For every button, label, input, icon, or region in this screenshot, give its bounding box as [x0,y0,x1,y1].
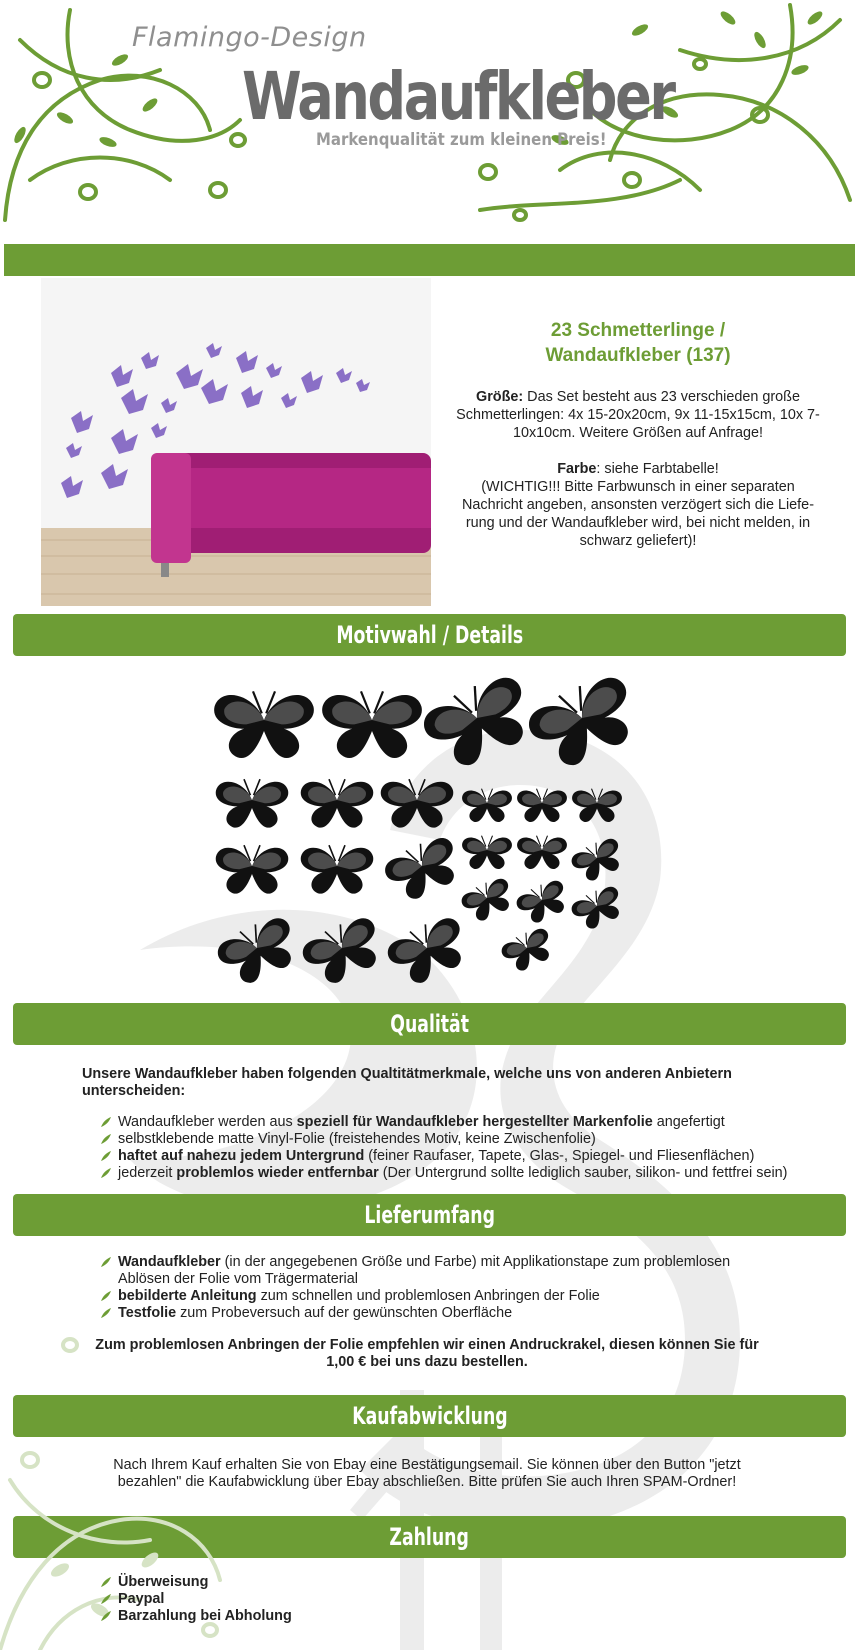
squeegee-note-text: Zum problemlosen Anbringen der Folie empfehlen wir einen Andruckrakel, diesen können Sie für 1,00 € bei uns dazu bestellen. [95,1337,759,1370]
leaf-bullet-icon [100,1290,112,1302]
quality-item-4-pre: jederzeit [118,1165,177,1181]
quality-item-3-post: (feiner Raufaser, Tapete, Glas-, Spiegel- und Fliesenflächen) [364,1148,755,1164]
brand-name: Flamingo-Design [132,22,367,53]
page-header [0,0,855,240]
leaf-bullet-icon [100,1256,112,1268]
payment-item-paypal: Paypal [118,1591,165,1607]
delivery-list [98,1254,758,1322]
tagline: Markenqualität zum kleinen Preis! [316,130,607,150]
list-item [98,1574,498,1591]
leaf-bullet-icon [100,1133,112,1145]
leaf-bullet-icon [100,1576,112,1588]
section-lieferumfang-label: Lieferumfang [364,1201,495,1229]
delivery-item-1-post: (in der angegebenen Größe und Farbe) mit Applikationstape zum problemlosen Ablösen der Folie vom Trägermaterial [118,1254,731,1287]
leaf-bullet-icon [100,1116,112,1128]
delivery-item-3-post: zum Probeversuch auf der gewünschten Oberfläche [176,1305,513,1321]
quality-item-4-bold: problemlos wieder entfernbar [176,1165,379,1181]
product-title-line1: 23 Schmetterlinge / [550,320,726,341]
product-title-line2: Wandaufkleber (137) [545,345,731,366]
quality-item-1-bold: speziell für Wandaufkleber hergestellter Markenfolie [296,1114,653,1130]
size-text: Das Set besteht aus 23 verschieden große Schmetterlingen: 4x 15-20x20cm, 9x 11-15x15cm, 10x 7-10x10cm. Weitere Größen auf Anfrage! [456,389,820,441]
payment-item-ueberweisung: Überweisung [118,1574,209,1590]
section-motivwahl-label: Motivwahl / Details [336,621,523,649]
quality-intro-text: Unsere Wandaufkleber haben folgenden Qualtitätmerkmale, welche uns von anderen Anbietern unterscheiden: [82,1066,732,1099]
list-item [98,1114,818,1131]
delivery-item-3-bold: Testfolie [118,1305,177,1321]
delivery-item-1-bold: Wandaufkleber [118,1254,221,1270]
leaf-bullet-icon [100,1150,112,1162]
size-description [450,388,826,442]
color-label: Farbe [557,461,597,477]
quality-item-1-post: angefertigt [652,1114,725,1130]
leaf-bullet-icon [100,1610,112,1622]
delivery-item-2-bold: bebilderte Anleitung [118,1288,257,1304]
page-title: Wandaufkleber [242,58,674,135]
header-bar [4,244,855,276]
checkout-text: Nach Ihrem Kauf erhalten Sie von Ebay eine Bestätigungsemail. Sie können über den Button "jetzt bezahlen" die Kaufabwicklung über Ebay abschließen. Bitte prüfen Sie auch Ihren SPAM-Ordner! [113,1457,741,1490]
product-title [450,318,826,368]
color-description [450,460,826,550]
leaf-bullet-icon [100,1167,112,1179]
list-item [98,1288,758,1305]
color-note: (WICHTIG!!! Bitte Farbwunsch in einer separaten Nachricht angeben, ansonsten verzögert sich die Liefe- rung und der Wandaufkleber wird, bei nicht melden, in schwarz geliefert)! [462,479,814,549]
leaf-bullet-icon [100,1593,112,1605]
delivery-item-2-post: zum schnellen und problemlosen Anbringen der Folie [256,1288,600,1304]
quality-item-4-post: (Der Untergrund sollte lediglich sauber, silikon- und fettfrei sein) [378,1165,788,1181]
section-motivwahl [13,614,846,656]
leaf-bullet-icon [100,1307,112,1319]
section-kaufabwicklung-label: Kaufabwicklung [351,1402,508,1430]
butterfly-motif-icon [212,668,652,988]
list-item [98,1131,818,1148]
section-zahlung-label: Zahlung [389,1523,470,1551]
section-lieferumfang [13,1194,846,1236]
list-item [98,1165,818,1182]
quality-item-3-bold: haftet auf nahezu jedem Untergrund [118,1148,365,1164]
quality-item-1-pre: Wandaufkleber werden aus [118,1114,297,1130]
color-text: : siehe Farbtabelle! [596,461,719,477]
section-qualitaet-label: Qualität [390,1010,469,1038]
list-item [98,1591,498,1608]
product-image [41,278,431,606]
payment-item-barzahlung: Barzahlung bei Abholung [118,1608,292,1624]
list-item [98,1254,758,1288]
payment-list [98,1574,498,1625]
product-info [450,318,826,550]
quality-item-2-pre: selbstklebende matte Vinyl-Folie (freistehendes Motiv, keine Zwischenfolie) [118,1131,596,1147]
list-item [98,1608,498,1625]
section-qualitaet [13,1003,846,1045]
size-label: Größe: [476,389,524,405]
quality-intro [82,1066,782,1100]
list-item [98,1148,818,1165]
list-item [98,1305,758,1322]
quality-list [98,1114,818,1182]
